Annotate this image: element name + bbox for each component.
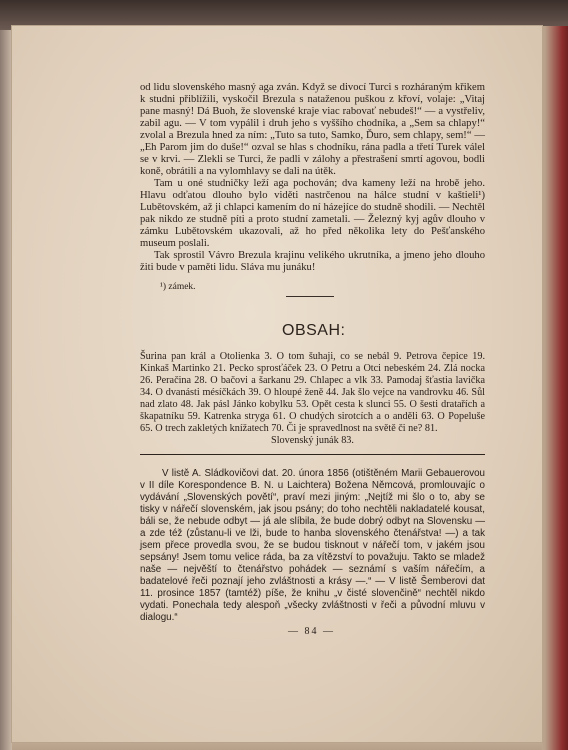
note-divider	[140, 454, 485, 455]
book-left-edge	[0, 30, 12, 750]
contents-entries: Šurina pan král a Otolienka 3. O tom šuhaji, co se nebál 9. Petrova čepice 19. Kinkaš Martinko 21. Pecko sprosťáček 23. O Petru a Otci nebeském 24. Zlá nocka 26. Peračina 28. O bačovi a šarkanu 29. Chlapec a vlk 33. Pamodaj šťastia lavička 34. O dvanásti mésíčkách 39. O hloupé ženě 44. Jak šlo vejce na vandrovku 46. Sůl nad zlato 48. Jak pásl Jánko kobylku 53. Opět cesta k slunci 55. O šesti dratařích a škapatníku 59. Katrenka stryga 61. O chudých sirotcích a o anděli 63. O Popeluše 65. O trech zakletých knížatech 70. Či je spravedlnost na světě či ne? 81.	[140, 351, 485, 434]
main-text	[140, 82, 485, 274]
contents-title: OBSAH:	[282, 322, 346, 339]
editorial-note	[140, 468, 485, 624]
note-paragraph: V listě A. Sládkovičovi dat. 20. února 1856 (otištěném Marii Gebauerovou v II díle Korespondence B. N. u Laichtera) Božena Němcová, promlouvajíc o vydávání „Slovenských povětí“, praví mezi jiným: „Nejtíž mi šlo o to, aby se tisky v nářečí slovenském, jak jsou psány; do toho nechtěli nakladatelé kousat, báli se, že nebude odbyt — já ale slíbila, že bude dobrý odbyt na Slovensku — a zde též (zůstanu-li ve lži, bude to hanba slovenského čtenářstva! —) a tak jsem přece provedla svou, že se budou tisknout v nářečí tom, v jakém jsou sepsány! Jsem tomu velice ráda, ba za vítězství to považuju. Takto se mladež naše — nejvěští to čtenářstvo pohádek — seznámí s vaším nářečím, a badatelové řeči poznají jeho zvláštnosti a krásy —.“ — V listě Šemberovi dat 11. prosince 1857 (tamtéž) píše, že knihu „v čisté slovenčině“ nechtěl nikdo vydati. Ponechala tedy alespoň „všecky zvláštnosti v řeči a původní mluvu v dialogu.“	[140, 468, 485, 623]
paragraph-3: Tak sprostil Vávro Brezula krajinu velikého ukrutníka, a jmeno jeho dlouho žiti bude v paměti lidu. Sláva mu junáku!	[140, 250, 485, 273]
paragraph-2: Tam u oné studničky leží aga pochován; dva kameny leží na hrobě jeho. Hlavu odťatou dlouho bylo viděti nastrčenou na hálce studní v kaštieli¹) Lubětovském, až ji chlapci kamením do ní házejíce do studně shodili. — Nechtěl pak nikdo ze studně píti a proto studní zametali. — Železný kyj agův dlouho v zámku Lubětovském ukazovali, až ho před několika lety do Pešťanského museum poslali.	[140, 178, 485, 249]
section-divider	[286, 296, 334, 297]
page-number: — 84 —	[288, 626, 335, 637]
footnote: ¹) zámek.	[160, 282, 196, 292]
contents-last-entry: Slovenský junák 83.	[271, 435, 354, 446]
paragraph-1: od lidu slovenského masný aga zván. Když se divocí Turci s rozháraným křikem k studni přiblížili, vyskočil Brezula s nataženou puškou z křoví, volaje: „Vitaj pane masný! Dá Buoh, že slovenské kraje viac rabovať nebudeš!“ — a vystřeliv, zabil agu. — V tom vypálil i druh jeho s vyššího chodníka, a „Sem sa chlapy!“ zvolal a Brezula hned za ním: „Tuto sa tuto, Samko, Ďuro, sem chlapy, sem!“ — „Eh Parom jim do duše!“ ozval se hlas s chodníku, rána padla a třetí Turek válel se v krvi. — Zlekli se Turci, že padli v zálohy a přestrašení smrtí agovou, bodli koně, obrátili a na vylomhlavy se dali na útěk.	[140, 82, 485, 177]
contents-list	[140, 351, 485, 447]
